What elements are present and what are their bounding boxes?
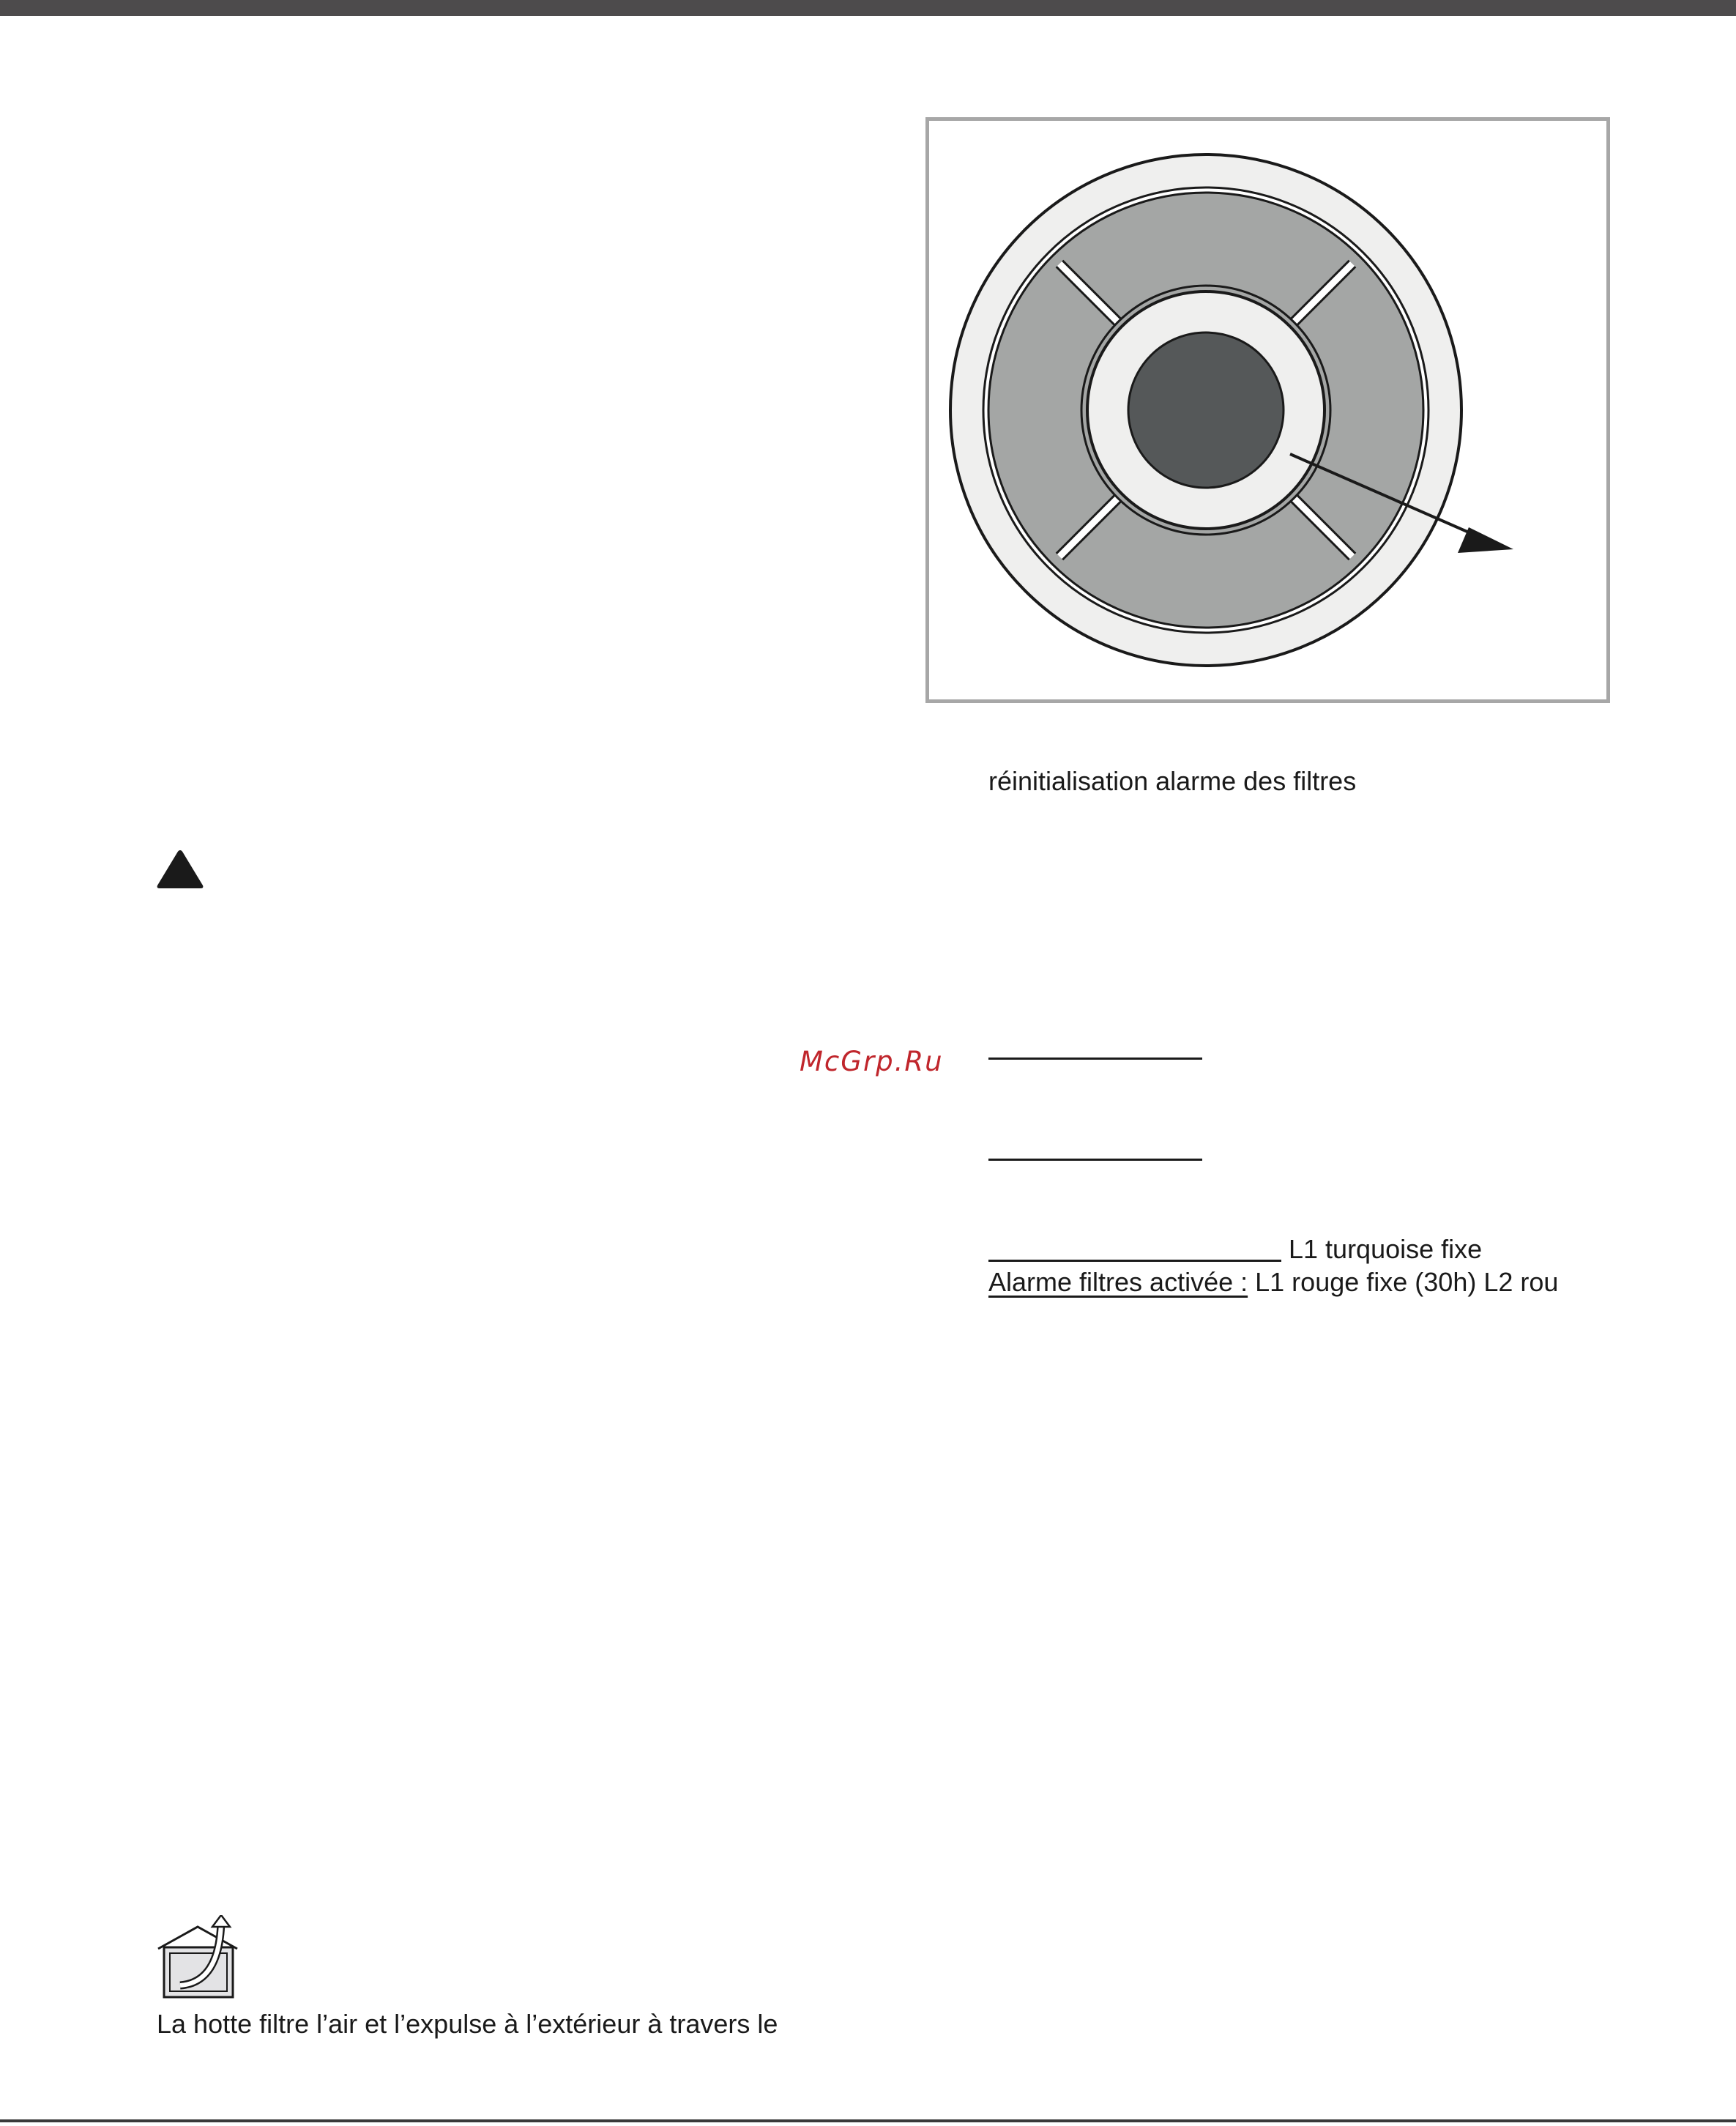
watermark-text: McGrp.Ru [800,1046,944,1077]
blank-line-2 [988,1159,1202,1161]
alarm-label: Alarme filtres activée : [988,1267,1248,1297]
blank-line-3 [988,1260,1281,1262]
page-footer-rule [0,2119,1736,2122]
house-exhaust-icon [155,1915,246,2000]
filter-reset-dial-figure [925,117,1610,703]
exhaust-mode-description: La hotte filtre l’air et l’expulse à l’extérieur à travers le [157,2009,778,2039]
led-status-alarm [988,1266,1558,1298]
page-header-bar [0,0,1736,16]
warning-triangle-icon [155,848,205,891]
knob-center-button [1128,332,1284,488]
figure-caption: réinitialisation alarme des filtres [988,766,1357,796]
led-status-normal: L1 turquoise fixe [1289,1234,1483,1264]
alarm-value: L1 rouge fixe (30h) L2 rou [1255,1267,1559,1297]
blank-line-1 [988,1058,1202,1060]
control-knob-illustration [929,121,1606,699]
